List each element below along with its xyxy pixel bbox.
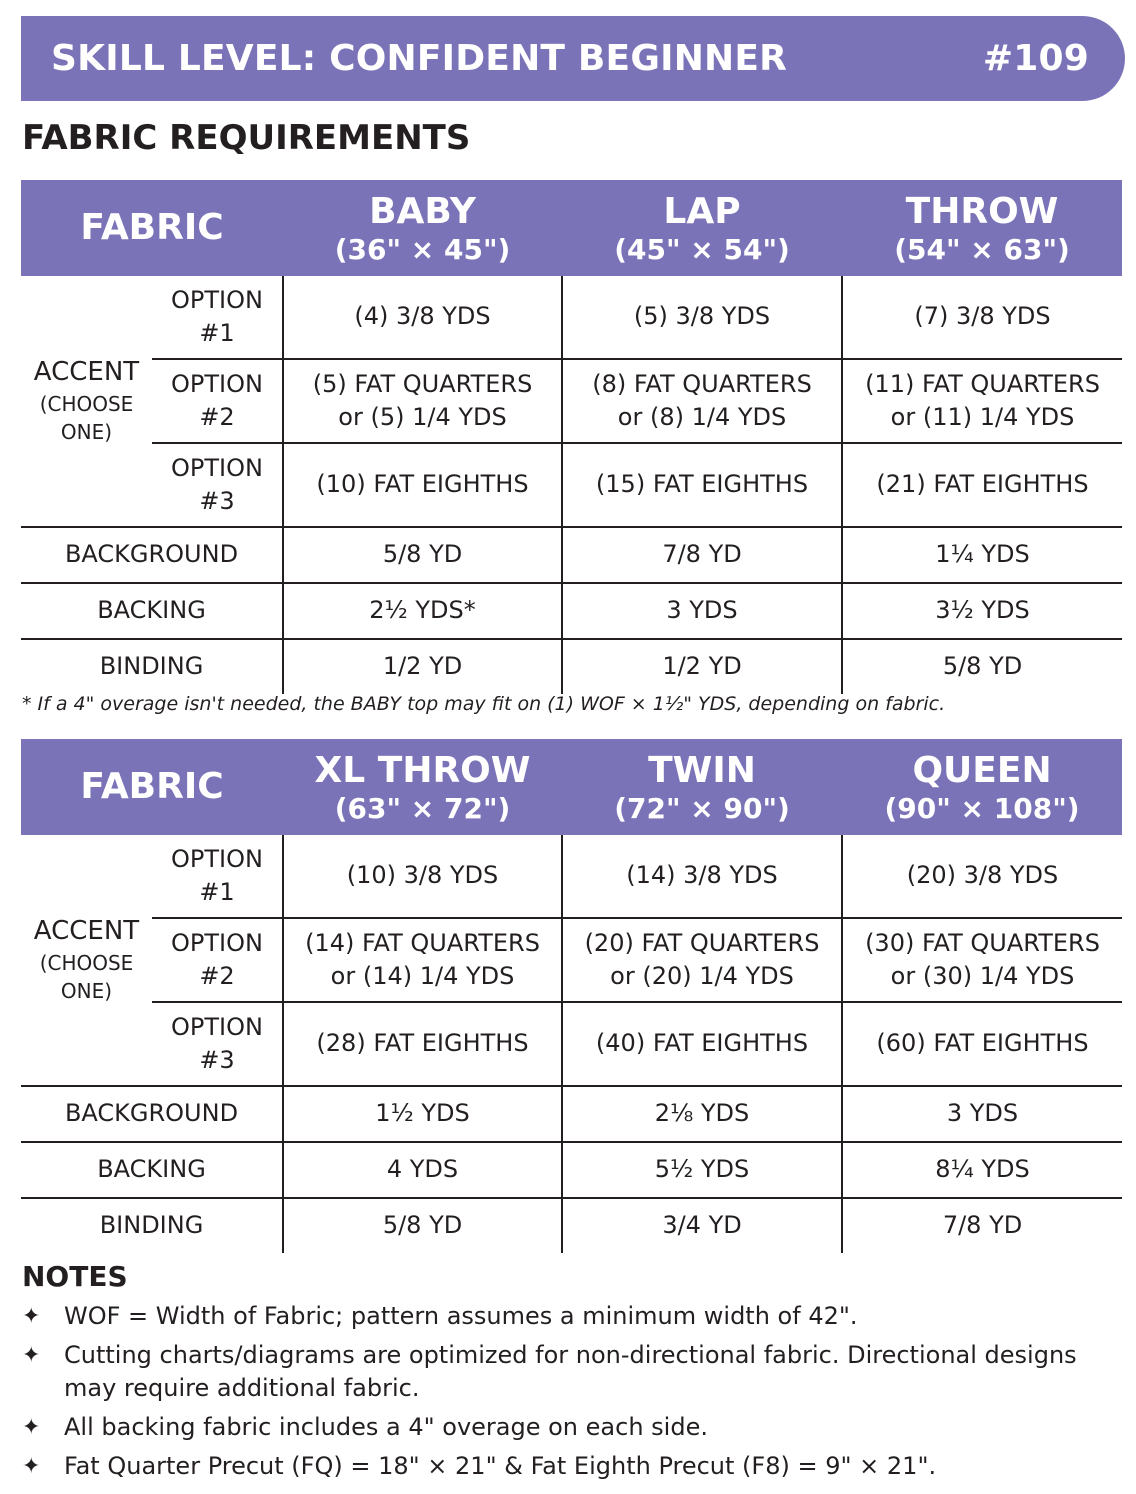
note-item xyxy=(22,1411,1112,1444)
table-cell: (4) 3/8 YDS xyxy=(283,276,562,359)
accent-label: ACCENT xyxy=(33,916,140,947)
table-cell: 5/8 YD xyxy=(283,1198,562,1253)
option-1-label: OPTION #1 xyxy=(152,835,283,918)
note-item xyxy=(22,1339,1112,1405)
size-dimensions: (36" × 45") xyxy=(334,232,511,266)
section-title: FABRIC REQUIREMENTS xyxy=(22,118,471,158)
table-row-backing xyxy=(21,583,1122,639)
size-name: QUEEN xyxy=(912,749,1052,791)
row-label-binding: BINDING xyxy=(99,652,204,681)
table-cell xyxy=(562,918,842,1002)
cell-line: or (5) 1/4 YDS xyxy=(338,403,507,431)
option-1-label: OPTION #1 xyxy=(152,276,283,359)
pattern-number: #109 xyxy=(982,38,1089,79)
table-row-binding xyxy=(21,1198,1122,1253)
table-cell xyxy=(283,918,562,1002)
option-2-label: OPTION #2 xyxy=(152,359,283,443)
table-row-backing xyxy=(21,1142,1122,1198)
notes-list xyxy=(22,1300,1112,1489)
table-cell: 5/8 YD xyxy=(283,527,562,583)
table-cell: 1/2 YD xyxy=(562,639,842,694)
footnote: * If a 4" overage isn't needed, the BABY top may fit on (1) WOF × 1½" YDS, depending on fabric. xyxy=(22,693,946,715)
table-cell: 1/2 YD xyxy=(283,639,562,694)
table-row-option-2 xyxy=(21,918,1122,1002)
table-cell: 7/8 YD xyxy=(842,1198,1122,1253)
option-2-label: OPTION #2 xyxy=(152,918,283,1002)
row-label-background: BACKGROUND xyxy=(21,1086,283,1142)
notes-title: NOTES xyxy=(22,1260,128,1293)
size-dimensions: (90" × 108") xyxy=(884,791,1080,825)
size-header-xl-throw xyxy=(283,739,562,835)
size-header-twin xyxy=(562,739,842,835)
table-cell xyxy=(842,359,1122,443)
accent-label: ACCENT xyxy=(33,357,140,388)
size-name: TWIN xyxy=(648,749,756,791)
cell-line: (8) FAT QUARTERS xyxy=(592,369,812,398)
table-header-row xyxy=(21,739,1122,835)
table-cell: 2⅛ YDS xyxy=(562,1086,842,1142)
cell-line: or (11) 1/4 YDS xyxy=(890,403,1075,431)
table-cell: 5½ YDS xyxy=(562,1142,842,1198)
size-dimensions: (45" × 54") xyxy=(614,232,790,266)
row-label-background: BACKGROUND xyxy=(21,527,283,583)
size-name: LAP xyxy=(663,190,741,232)
table-cell: 3 YDS xyxy=(842,1086,1122,1142)
accent-choose-one: (CHOOSE ONE) xyxy=(39,951,134,1003)
table-cell: (5) 3/8 YDS xyxy=(562,276,842,359)
row-label-backing: BACKING xyxy=(21,583,283,639)
accent-choose-one: (CHOOSE ONE) xyxy=(39,392,134,444)
note-text: Cutting charts/diagrams are optimized for non-directional fabric. Directional designs may require additional fabric. xyxy=(64,1341,1077,1402)
fabric-header: FABRIC xyxy=(21,180,283,276)
cell-line: (11) FAT QUARTERS xyxy=(865,369,1100,398)
accent-label-cell xyxy=(21,835,152,1086)
table-cell: 1½ YDS xyxy=(283,1086,562,1142)
table-cell: 7/8 YD xyxy=(562,527,842,583)
option-3-label: OPTION #3 xyxy=(152,443,283,527)
table-cell: (14) 3/8 YDS xyxy=(562,835,842,918)
table-cell: 5/8 YD xyxy=(842,639,1122,694)
accent-label-cell xyxy=(21,276,152,527)
fabric-header: FABRIC xyxy=(21,739,283,835)
table-cell: (40) FAT EIGHTHS xyxy=(562,1002,842,1086)
cell-line: (5) FAT QUARTERS xyxy=(312,369,533,398)
skill-level-text: SKILL LEVEL: CONFIDENT BEGINNER xyxy=(51,38,788,79)
size-name: THROW xyxy=(905,190,1059,232)
fabric-table-1 xyxy=(21,180,1122,694)
size-dimensions: (54" × 63") xyxy=(894,232,1070,266)
row-label-backing: BACKING xyxy=(21,1142,283,1198)
size-dimensions: (63" × 72") xyxy=(334,791,511,825)
table-cell: 3/4 YD xyxy=(562,1198,842,1253)
note-text: Fat Quarter Precut (FQ) = 18" × 21" & Fat Eighth Precut (F8) = 9" × 21". xyxy=(64,1452,937,1480)
table-row-option-1 xyxy=(21,835,1122,918)
note-item xyxy=(22,1300,1112,1333)
fabric-table-2 xyxy=(21,739,1122,1253)
star-bullet-icon: ✦ xyxy=(22,1415,41,1440)
cell-line: (20) FAT QUARTERS xyxy=(584,928,820,957)
size-header-throw xyxy=(842,180,1122,276)
table-row-option-3 xyxy=(21,1002,1122,1086)
star-bullet-icon: ✦ xyxy=(22,1454,41,1479)
table-cell: 4 YDS xyxy=(283,1142,562,1198)
size-header-lap xyxy=(562,180,842,276)
size-name: BABY xyxy=(369,190,476,232)
table-cell: (60) FAT EIGHTHS xyxy=(842,1002,1122,1086)
table-cell: 8¼ YDS xyxy=(842,1142,1122,1198)
table-cell xyxy=(842,918,1122,1002)
option-3-label: OPTION #3 xyxy=(152,1002,283,1086)
table-cell: (15) FAT EIGHTHS xyxy=(562,443,842,527)
row-label-binding: BINDING xyxy=(99,1211,204,1240)
table-cell xyxy=(283,359,562,443)
table-row-binding xyxy=(21,639,1122,694)
cell-line: or (8) 1/4 YDS xyxy=(617,403,787,431)
note-item xyxy=(22,1450,1112,1483)
table-cell: (7) 3/8 YDS xyxy=(842,276,1122,359)
size-name: XL THROW xyxy=(314,749,531,791)
table-cell xyxy=(562,359,842,443)
table-header-row xyxy=(21,180,1122,276)
table-cell: (21) FAT EIGHTHS xyxy=(842,443,1122,527)
star-bullet-icon: ✦ xyxy=(22,1304,41,1329)
skill-level-banner xyxy=(21,16,1125,101)
size-dimensions: (72" × 90") xyxy=(614,791,790,825)
size-header-queen xyxy=(842,739,1122,835)
table-cell: 1¼ YDS xyxy=(842,527,1122,583)
note-text: All backing fabric includes a 4" overage on each side. xyxy=(64,1413,708,1441)
table-row-background xyxy=(21,527,1122,583)
cell-line: or (20) 1/4 YDS xyxy=(610,962,794,990)
table-cell: 3½ YDS xyxy=(842,583,1122,639)
table-row-option-1 xyxy=(21,276,1122,359)
cell-line: or (30) 1/4 YDS xyxy=(890,962,1075,990)
size-header-baby xyxy=(283,180,562,276)
table-cell: (10) FAT EIGHTHS xyxy=(283,443,562,527)
table-row-option-2 xyxy=(21,359,1122,443)
table-cell: 2½ YDS* xyxy=(283,583,562,639)
cell-line: (30) FAT QUARTERS xyxy=(865,928,1100,957)
table-cell: 3 YDS xyxy=(562,583,842,639)
table-cell: (28) FAT EIGHTHS xyxy=(283,1002,562,1086)
star-bullet-icon: ✦ xyxy=(22,1343,41,1368)
cell-line: (14) FAT QUARTERS xyxy=(305,928,540,957)
table-cell: (20) 3/8 YDS xyxy=(842,835,1122,918)
table-cell: (10) 3/8 YDS xyxy=(283,835,562,918)
table-row-background xyxy=(21,1086,1122,1142)
note-text: WOF = Width of Fabric; pattern assumes a minimum width of 42". xyxy=(64,1302,858,1330)
cell-line: or (14) 1/4 YDS xyxy=(330,962,515,990)
table-row-option-3 xyxy=(21,443,1122,527)
